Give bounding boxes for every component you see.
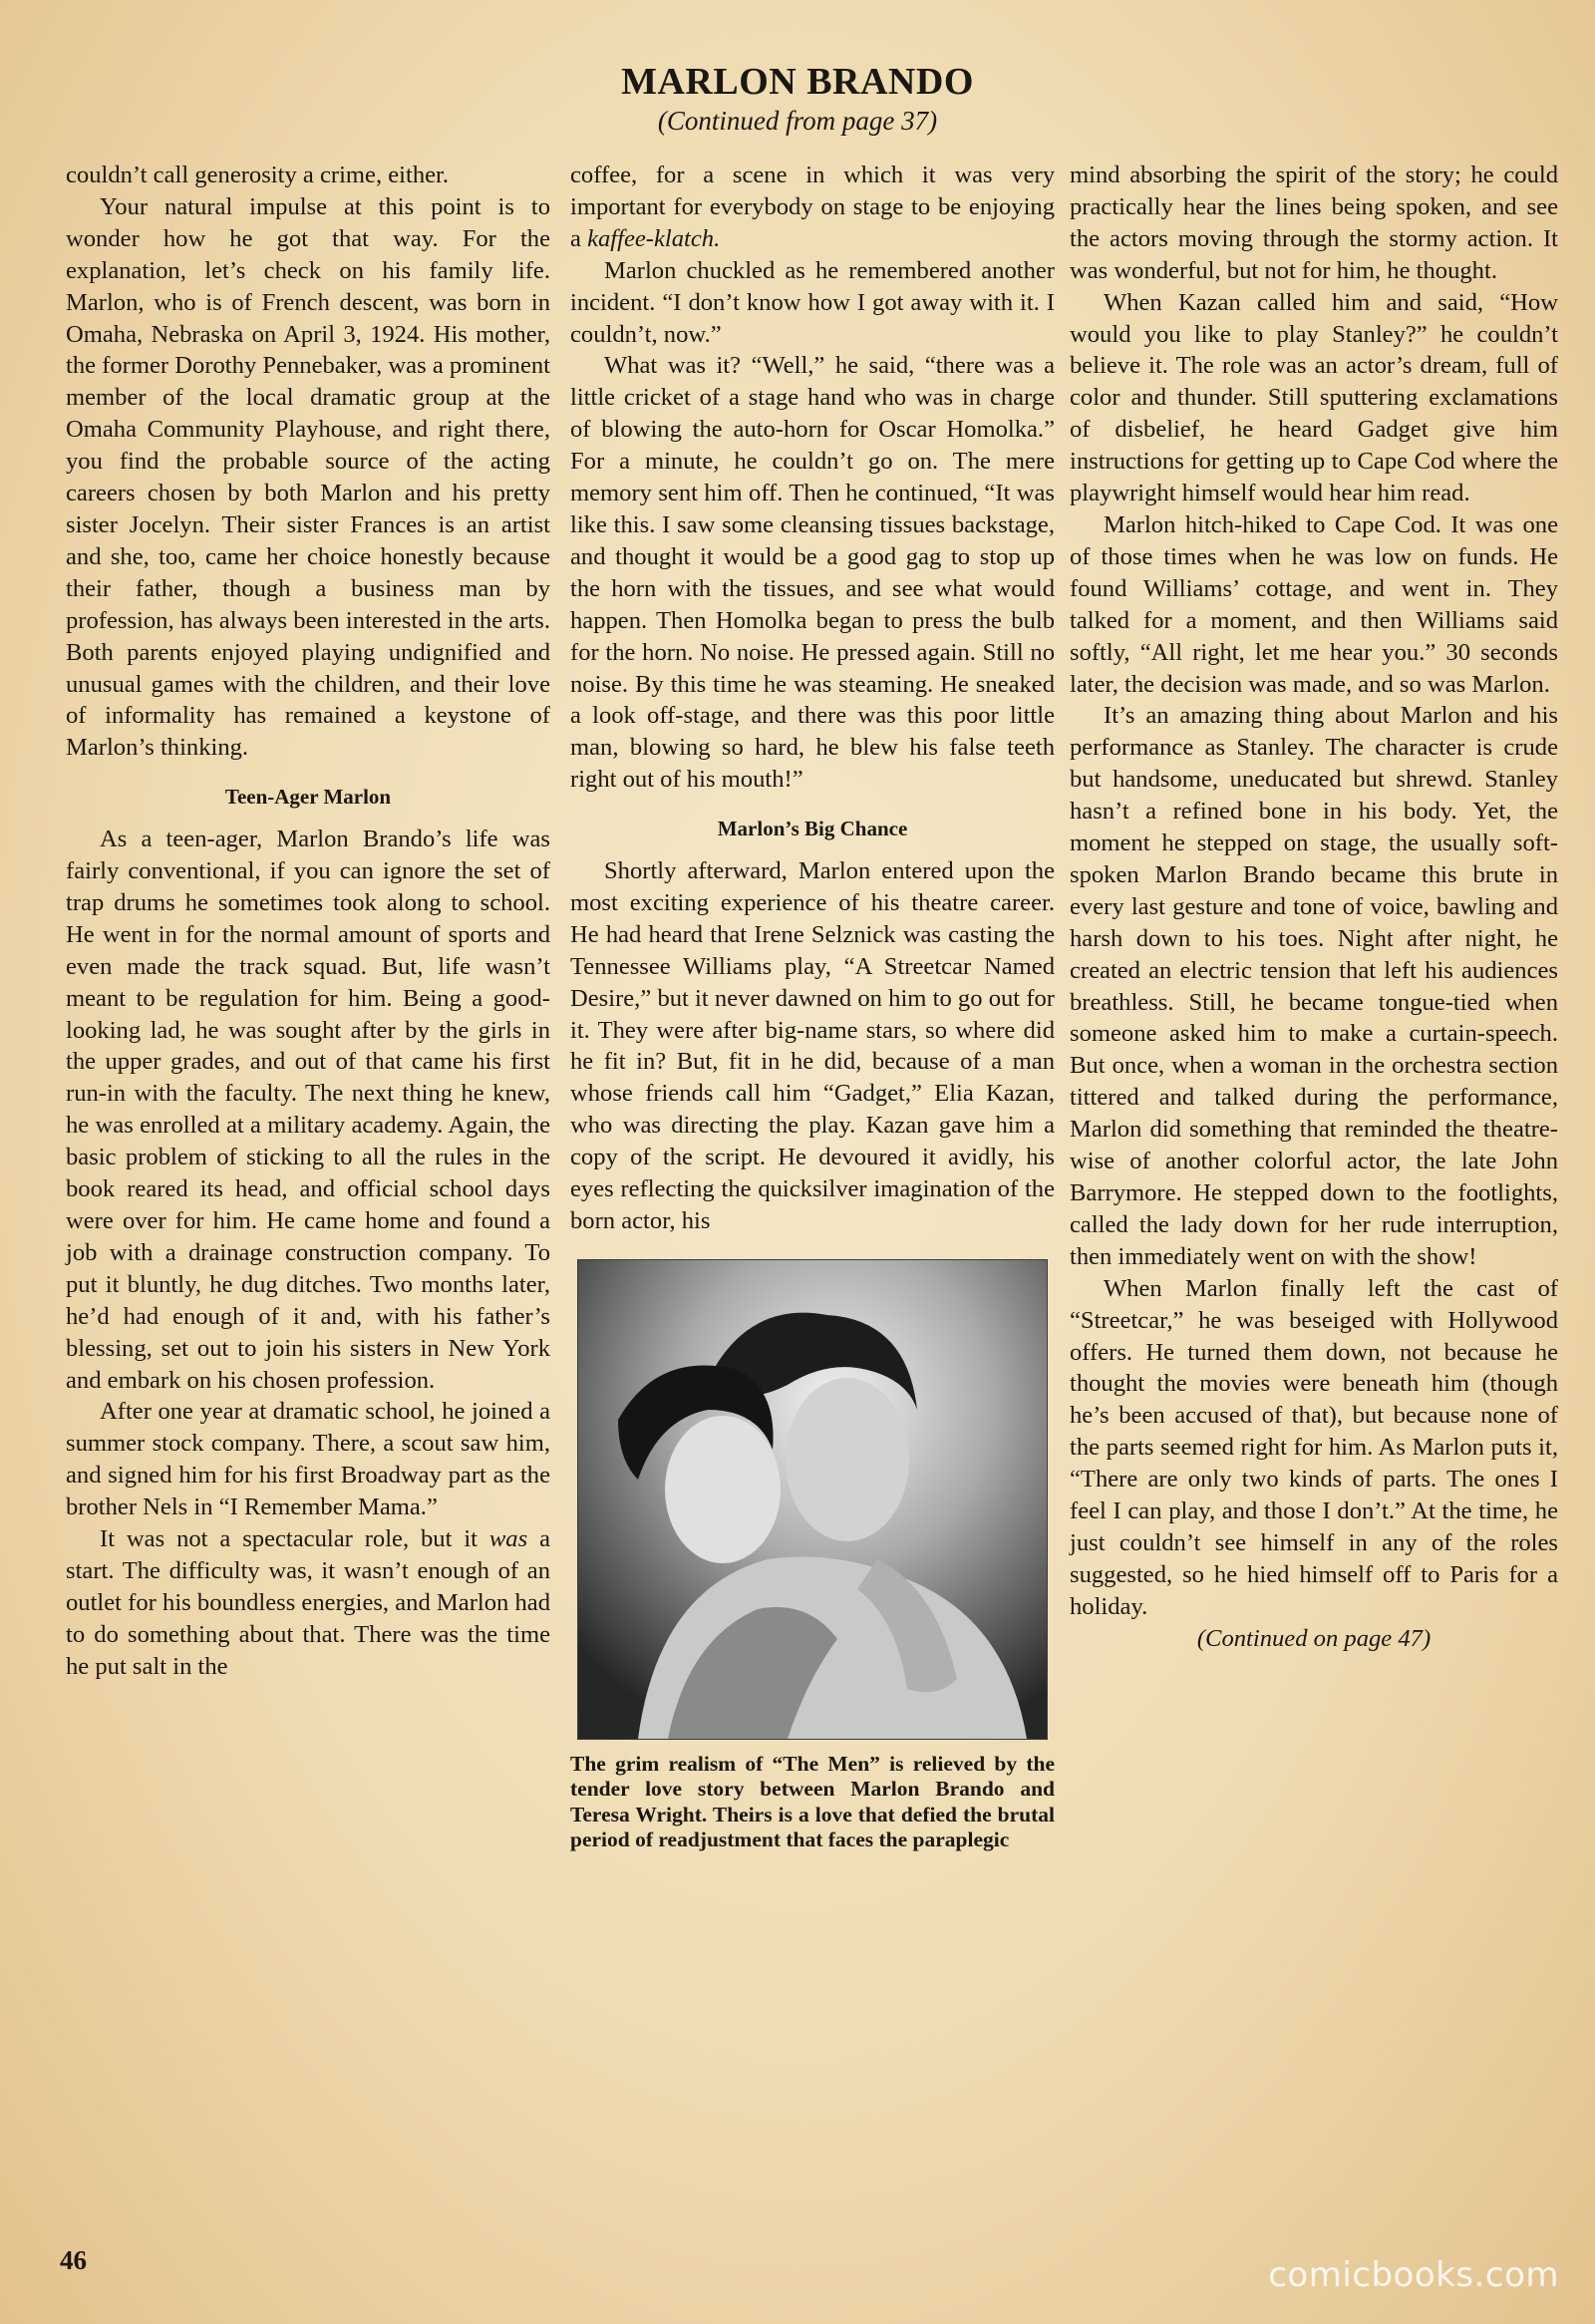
paragraph: Shortly afterward, Marlon entered upon the most exciting experience of his theatre career. He had heard that Irene Selznick was casting the Tennessee Williams play, “A Streetcar Named Desire,” but it never dawned on him to go out for it. They were after big-name stars, so where did he fit in? But, fit in he did, because of a man whose friends call him “Gadget,” Elia Kazan, who was directing the play. Kazan gave him a copy of the script. He devoured it avidly, his eyes reflecting the quicksilver imagination of the born actor, his [570,857,1055,1234]
paragraph [66,1523,550,1683]
paragraph [570,160,1055,255]
paragraph: When Marlon finally left the cast of “Streetcar,” he was beseiged with Hollywood offers. He turned them down, not because he thought the movies were beneath him (though he’s been accused of that), but because none of the parts seemed right for him. As Marlon puts it, “There are only two kinds of parts. The ones I feel I can play, and those I don’t.” At the time, he just couldn’t see himself in any of the roles suggested, so he hied himself off to Paris for a holiday. [1070,1274,1558,1620]
article-header [0,60,1595,137]
emphasis-text: was [488,1525,528,1553]
paragraph: After one year at dramatic school, he joined a summer stock company. There, a scout saw him, and signed him for his first Broadway part as the brother Nels in “I Remember Mama.” [66,1398,550,1521]
article-title: MARLON BRANDO [621,61,974,103]
text-run: It was not a spectacular role, but it [100,1525,489,1553]
paragraph: mind absorbing the spirit of the story; he could practically hear the lines being spoken, and see the actors moving through the stormy action. It was wonderful, but not for him, he thought. [1070,162,1558,284]
film-still-photo [577,1259,1048,1740]
text-column-2 [570,160,1055,1853]
paragraph: As a teen-ager, Marlon Brando’s life was fairly conventional, if you can ignore the set of trap drums he sometimes took along to school. He went in for the normal amount of sports and even made the track squad. But, life wasn’t meant to be regulation for him. Being a good-looking lad, he was sought after by the girls in the upper grades, and out of that came his first run-in with the faculty. The next thing he knew, he was enrolled at a military academy. Again, the basic problem of sticking to all the rules in the book reared its head, and official school days were over for him. He came home and found a job with a drainage construction company. To put it bluntly, he dug ditches. Two months later, he’d had enough of it and, with his father’s blessing, set out to join his sisters in New York and embark on his chosen profession. [66,826,550,1394]
paragraph: What was it? “Well,” he said, “there was a little cricket of a stage hand who was in charge of blowing the auto-horn for Oscar Homolka.” For a minute, he couldn’t go on. The mere memory sent him off. Then he continued, “It was like this. I saw some cleansing tissues backstage, and thought it would be a good gag to stop up the horn with the tissues, and see what would happen. Then Homolka began to press the bulb for the horn. No noise. He pressed again. Still no noise. By this time he was steaming. He sneaked a look off-stage, and there was this poor little man, blowing so hard, he blew his false teeth right out of his mouth!” [570,352,1055,794]
text-run: coffee, for a scene in which it was very important for everybody on stage to be enjoying a [570,162,1055,252]
section-heading: Marlon’s Big Chance [717,817,908,841]
watermark: comicbooks.com [1268,2255,1559,2295]
text-column-3 [1070,160,1558,1655]
text-column-1 [66,160,550,1683]
paragraph: couldn’t call generosity a crime, either. [66,162,450,188]
paragraph: Marlon chuckled as he remembered another incident. “I don’t know how I got away with it. I couldn’t, now.” [570,256,1055,348]
emphasis-text: kaffee-klatch. [587,224,721,252]
photo-illustration [578,1260,1047,1739]
page-number: 46 [60,2245,87,2275]
photo-caption: The grim realism of “The Men” is relieved by the tender love story between Marlon Brando and Teresa Wright. Theirs is a love that defied the brutal period of readjustment that faces the paraplegic [570,1751,1055,1852]
text-run: a start. The difficulty was, it wasn’t enough of an outlet for his boundless energies, and Marlon had to do something about that. There was the time he put salt in the [66,1525,550,1680]
photo-figure [570,1259,1055,1853]
paragraph: It’s an amazing thing about Marlon and his performance as Stanley. The character is crude but handsome, uneducated but shrewd. Stanley hasn’t a refined bone in his body. Yet, the moment he stepped on stage, the usually soft-spoken Marlon Brando became this brute in every last gesture and tone of voice, bawling and harsh down to his toes. Night after night, he created an electric tension that left his audiences breathless. Still, he became tongue-tied when someone asked him to make a curtain-speech. But once, when a woman in the orchestra section tittered and talked during the performance, Marlon did something that reminded the theatre-wise of another colorful actor, the late John Barrymore. He stepped down to the footlights, called the lady down for her rude interruption, then immediately went on with the show! [1070,702,1558,1270]
section-heading: Teen-Ager Marlon [224,785,392,810]
continued-from-note: (Continued from page 37) [657,106,938,136]
continued-on-note: (Continued on page 47) [1196,1624,1432,1652]
paragraph: When Kazan called him and said, “How would you like to play Stanley?” he couldn’t believe it. The role was an actor’s dream, full of color and thunder. Still sputtering exclamations of disbelief, he heard Gadget give him instructions for getting up to Cape Cod where the playwright himself would hear him read. [1070,288,1558,507]
paragraph: Marlon hitch-hiked to Cape Cod. It was one of those times when he was low on funds. He found Williams’ cottage, and went in. They talked for a moment, and then Williams said softly, “All right, let me hear you.” 30 seconds later, the decision was made, and so was Marlon. [1070,510,1558,698]
paragraph: Your natural impulse at this point is to wonder how he got that way. For the explanation, let’s check on his family life. Marlon, who is of French descent, was born in Omaha, Nebraska on April 3, 1924. His mother, the former Dorothy Pennebaker, was a prominent member of the local dramatic group at the Omaha Community Playhouse, and right there, you find the probable source of the acting careers chosen by both Marlon and his pretty sister Jocelyn. Their sister Frances is an artist and she, too, came her choice honestly because their father, though a business man by profession, has always been interested in the arts. Both parents enjoyed playing undignified and unusual games with the children, and their love of informality has remained a keystone of Marlon’s thinking. [66,192,550,762]
